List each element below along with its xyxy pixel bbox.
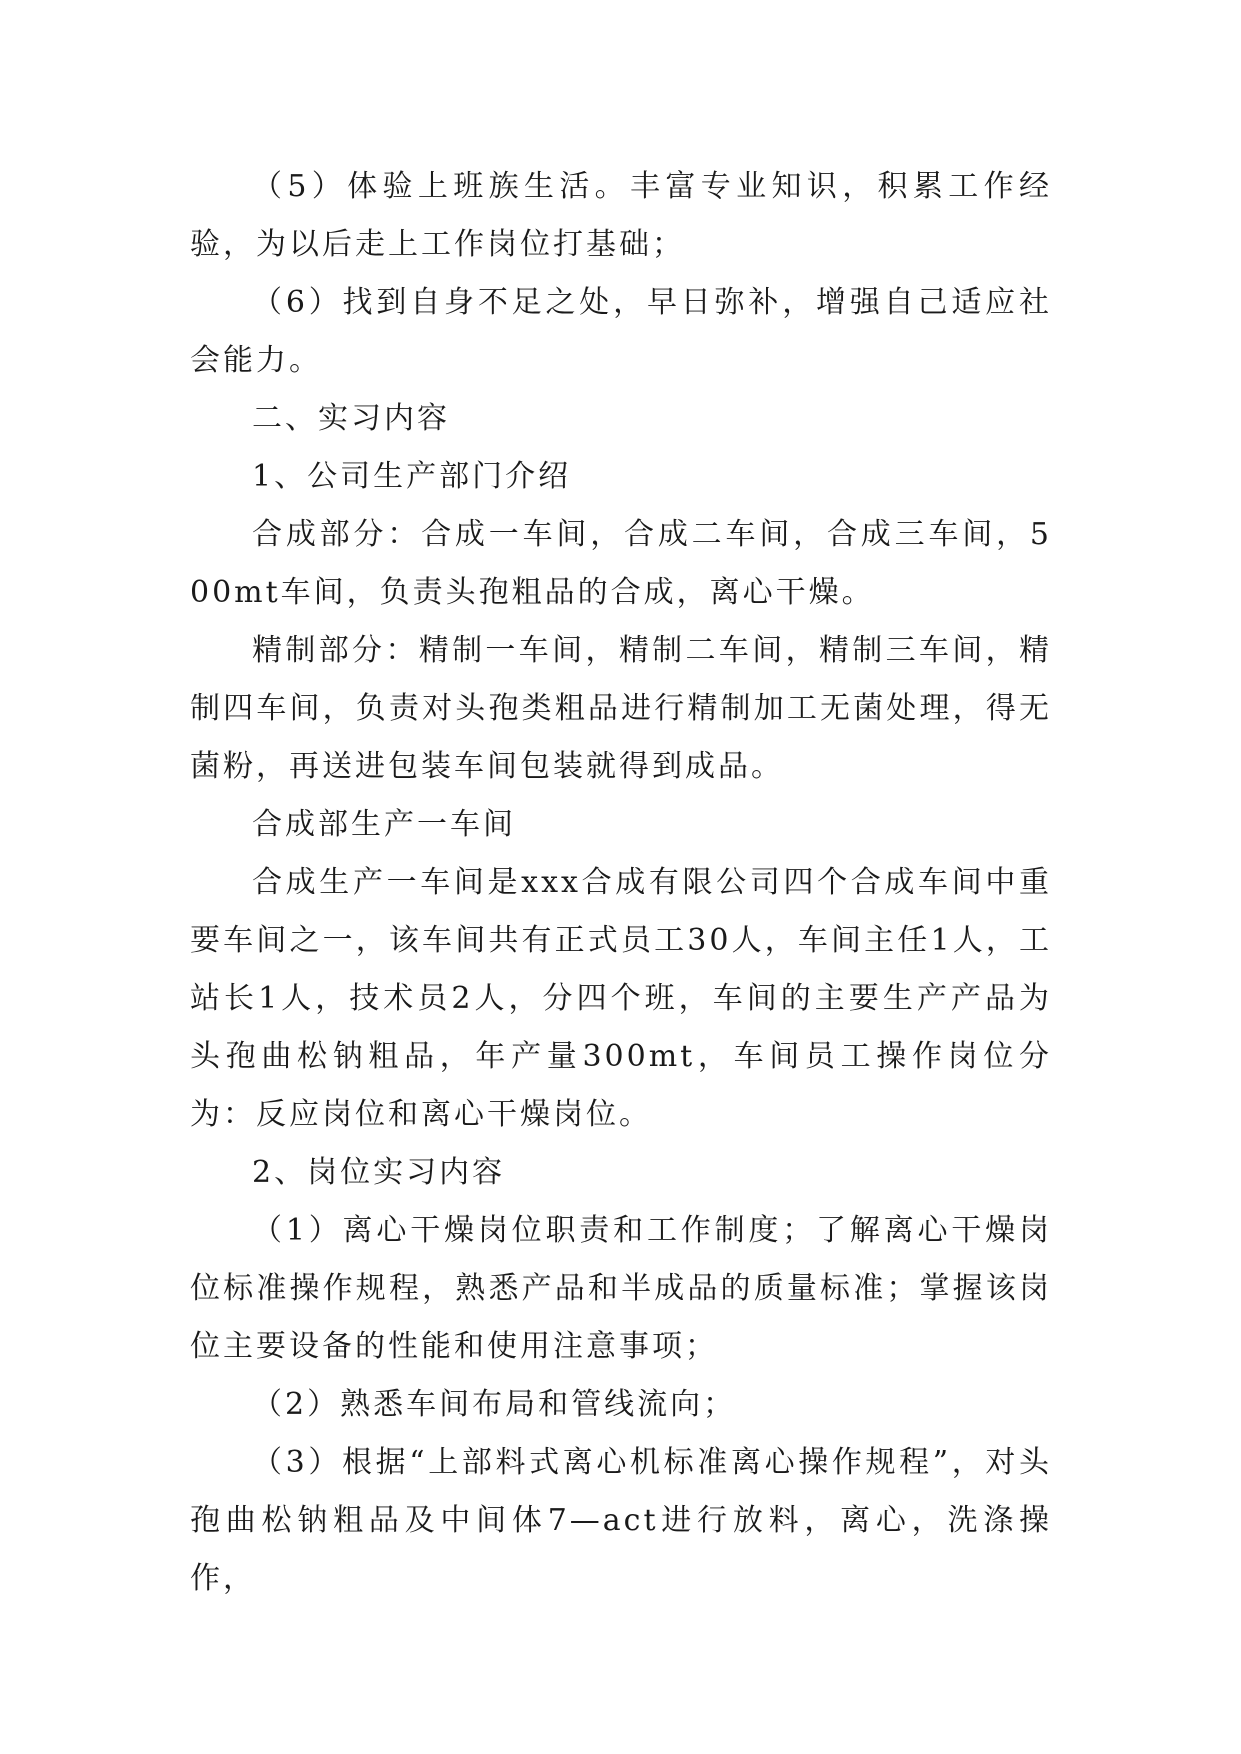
paragraph-synthesis-division: 合成部分：合成一车间，合成二车间，合成三车间，500mt车间，负责头孢粗品的合成，离心干燥。 (190, 517, 1052, 610)
section-heading-internship-content: 二、实习内容 (252, 401, 450, 436)
paragraph-refining-division: 精制部分：精制一车间，精制二车间，精制三车间，精制四车间，负责对头孢类粗品进行精制加工无菌处理，得无菌粉，再送进包装车间包装就得到成品。 (190, 633, 1052, 784)
subheading-post-internship-content: 2、岗位实习内容 (252, 1155, 506, 1190)
paragraph-goal-5: （5）体验上班族生活。丰富专业知识，积累工作经验，为以后走上工作岗位打基础； (190, 169, 1052, 262)
subheading-synthesis-workshop-1: 合成部生产一车间 (252, 807, 516, 842)
subheading-production-departments: 1、公司生产部门介绍 (252, 459, 572, 494)
paragraph-task-2: （2）熟悉车间布局和管线流向； (252, 1387, 737, 1422)
paragraph-task-1: （1）离心干燥岗位职责和工作制度；了解离心干燥岗位标准操作规程，熟悉产品和半成品的质量标准；掌握该岗位主要设备的性能和使用注意事项； (190, 1213, 1052, 1364)
paragraph-goal-6: （6）找到自身不足之处，早日弥补，增强自己适应社会能力。 (190, 285, 1052, 378)
document-page (190, 158, 1052, 1608)
paragraph-workshop-description: 合成生产一车间是xxx合成有限公司四个合成车间中重要车间之一，该车间共有正式员工30人，车间主任1人，工站长1人，技术员2人，分四个班，车间的主要生产产品为头孢曲松钠粗品，年产量300mt，车间员工操作岗位分为：反应岗位和离心干燥岗位。 (190, 865, 1052, 1132)
paragraph-task-3: （3）根据“上部料式离心机标准离心操作规程”，对头孢曲松钠粗品及中间体7—act进行放料，离心，洗涤操作， (190, 1445, 1052, 1596)
